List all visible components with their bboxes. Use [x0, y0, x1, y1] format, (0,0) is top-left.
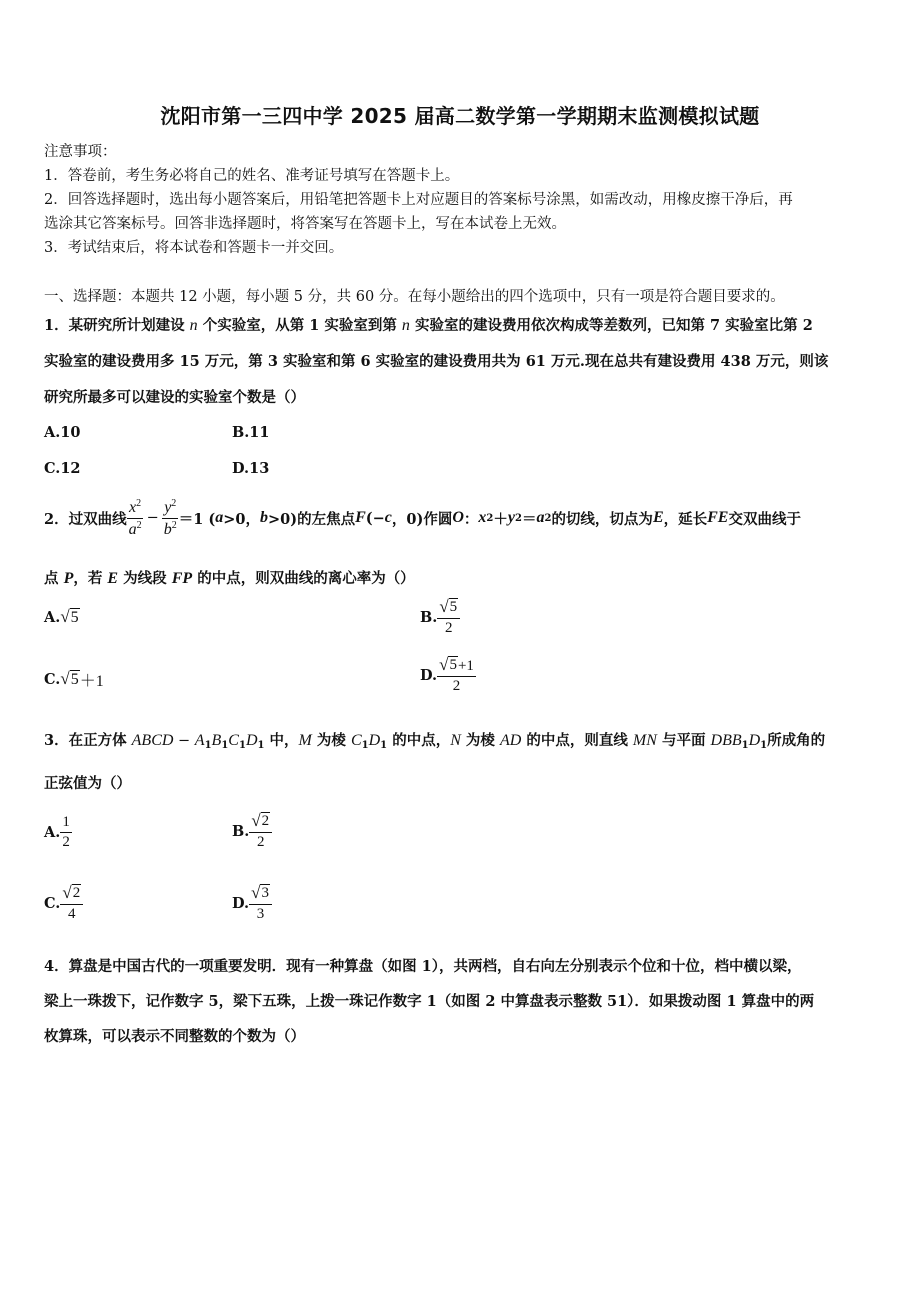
- question-3-line-2: 正弦值为（）: [44, 775, 131, 792]
- fraction-sqrt2-over-4: √ 2 4: [60, 884, 83, 922]
- fraction-sqrt5-plus-1-over-2: √ 5 +1 2: [439, 655, 474, 694]
- question-3-line-1: 3．在正方体 ABCD − $A_1B_1C_1D_1$ 中，M 为棱 $C_1D_1$ 的中点，N 为棱 AD 的中点，则直线 MN 与平面 $DBB_1D_1$所成角的: [44, 732, 826, 751]
- q2-option-b[interactable]: B. √ 5 2: [420, 598, 460, 636]
- question-4-line-3: 枚算珠，可以表示不同整数的个数为（）: [44, 1028, 305, 1045]
- sqrt-5: √ 5: [60, 607, 79, 626]
- notice-line-4: 3．考试结束后，将本试卷和答题卡一并交回。: [44, 240, 344, 256]
- q1-option-d[interactable]: D.13: [232, 460, 270, 477]
- question-1-line-2: 实验室的建设费用多 15 万元，第 3 实验室和第 6 实验室的建设费用共为 61 万元.现在总共有建设费用 438 万元，则该: [44, 353, 829, 370]
- q3-option-b[interactable]: B. √ 2 2: [232, 812, 272, 850]
- fraction-sqrt3-over-3: √ 3 3: [249, 884, 272, 922]
- sqrt-5: √ 5: [60, 668, 79, 688]
- q2-option-a[interactable]: A. √ 5: [44, 607, 79, 627]
- q1-option-a[interactable]: A.10: [44, 424, 81, 441]
- fraction-sqrt5-over-2: √ 5 2: [437, 598, 460, 636]
- fraction-sqrt2-over-2: √ 2 2: [249, 812, 272, 850]
- question-1-line-3: 研究所最多可以建设的实验室个数是（）: [44, 389, 305, 406]
- notice-line-3: 选涂其它答案标号。回答非选择题时，将答案写在答题卡上，写在本试卷上无效。: [44, 216, 566, 232]
- q1-option-b[interactable]: B.11: [232, 424, 270, 441]
- fraction-1-over-2: $\frac{1}{2}$: [62, 814, 70, 850]
- fraction-x2-a2: $\frac{x^2}{a^2}$: [128, 498, 142, 538]
- notice-line-2: 2．回答选择题时，选出每小题答案后，用铅笔把答题卡上对应题目的答案标号涂黑，如需改动，用橡皮擦干净后，再: [44, 192, 793, 208]
- notice-line-1: 1．答卷前，考生务必将自己的姓名、准考证号填写在答题卡上。: [44, 168, 460, 184]
- q3-option-a[interactable]: A. $\frac{1}{2}$: [44, 814, 70, 850]
- question-1-line-1: 1．某研究所计划建设 n 个实验室，从第 1 实验室到第 n 实验室的建设费用依次构成等差数列，已知第 7 实验室比第 2: [44, 317, 813, 334]
- question-4-line-1: 4．算盘是中国古代的一项重要发明．现有一种算盘（如图 1），共两档，自右向左分别表示个位和十位，档中横以梁，: [44, 958, 802, 975]
- q3-option-c[interactable]: C. √ 2 4: [44, 884, 83, 922]
- question-2-line-2: 点 P，若 E 为线段 FP 的中点，则双曲线的离心率为（）: [44, 570, 415, 587]
- question-2-line-1: 2．过双曲线 $\frac{x^2}{a^2}$ − $\frac{y^2}{b^2}$ ＝1 ( a >0， b >0)的左焦点 F (− c ，0)作圆 O ： x 2 ＋ y 2 ＝ a 2 的切线，切点为 E ，延长 FE 交双曲线于: [44, 498, 801, 538]
- question-4-line-2: 梁上一珠拨下，记作数字 5，梁下五珠，上拨一珠记作数字 1（如图 2 中算盘表示整数 51）．如果拨动图 1 算盘中的两: [44, 993, 815, 1010]
- page-title: 沈阳市第一三四中学 2025 届高二数学第一学期期末监测模拟试题: [160, 104, 760, 128]
- q1-option-c[interactable]: C.12: [44, 460, 81, 477]
- q2-option-d[interactable]: D. √ 5 +1 2: [420, 655, 474, 694]
- q2-option-c[interactable]: C. √ 5 ＋1: [44, 668, 104, 690]
- q3-option-d[interactable]: D. √ 3 3: [232, 884, 272, 922]
- notice-heading: 注意事项：: [44, 144, 117, 160]
- section-heading: 一、选择题：本题共 12 小题，每小题 5 分，共 60 分。在每小题给出的四个选项中，只有一项是符合题目要求的。: [44, 289, 785, 305]
- fraction-y2-b2: $\frac{y^2}{b^2}$: [163, 498, 177, 538]
